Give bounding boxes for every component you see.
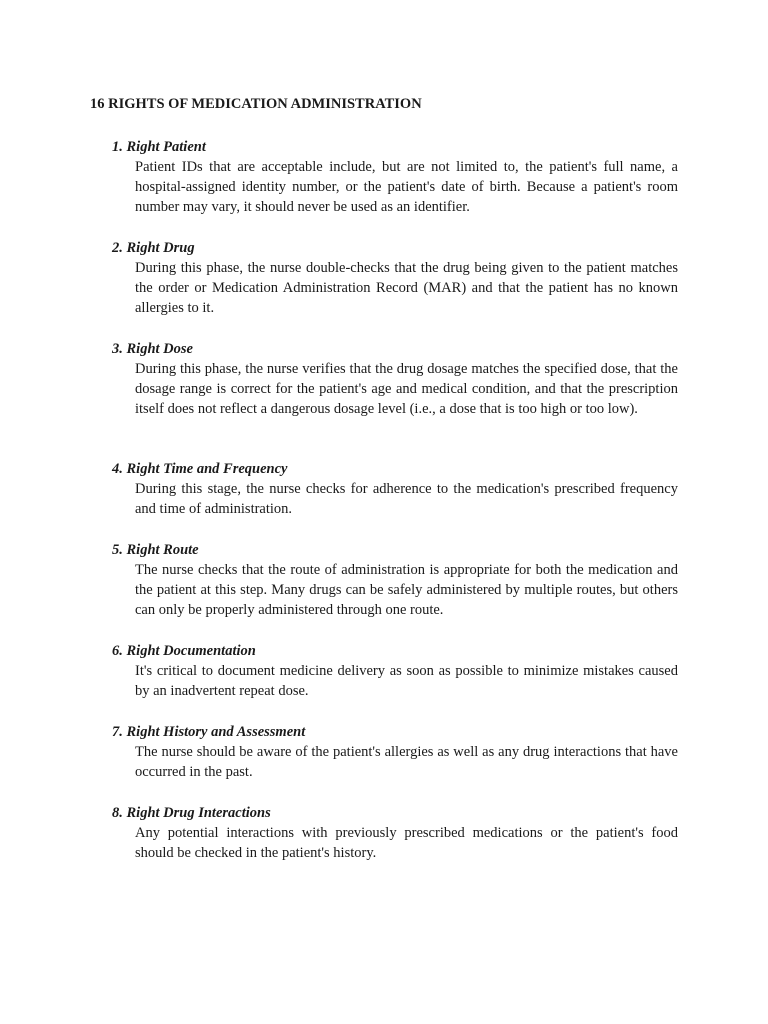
page-title: 16 RIGHTS OF MEDICATION ADMINISTRATION [90,96,422,112]
section-right-route [112,540,678,621]
section-heading: 1. Right Patient [112,139,206,155]
section-right-dose [112,339,678,420]
section-heading: 3. Right Dose [112,341,193,357]
section-body: Patient IDs that are acceptable include, but are not limited to, the patient's full name, a hospital-assigned identity number, or the patient's date of birth. Because a patient's room number may vary, it should never be used as an identifier. [135,159,678,216]
section-heading: 8. Right Drug Interactions [112,805,271,821]
section-right-patient [112,137,678,218]
section-heading: 2. Right Drug [112,240,195,256]
section-body: It's critical to document medicine delivery as soon as possible to minimize mistakes caused by an inadvertent repeat dose. [135,663,678,700]
section-body: During this stage, the nurse checks for adherence to the medication's prescribed frequency and time of administration. [135,481,678,518]
section-body: During this phase, the nurse verifies that the drug dosage matches the specified dose, that the dosage range is correct for the patient's age and medical condition, and that the prescription itself does not reflect a dangerous dosage level (i.e., a dose that is too high or too low). [135,361,678,418]
section-right-drug-interactions [112,803,678,863]
section-right-history-assessment [112,722,678,782]
section-body: The nurse checks that the route of administration is appropriate for both the medication and the patient at this step. Many drugs can be safely administered by multiple routes, but others can only be properly administered through one route. [135,562,678,619]
section-heading: 5. Right Route [112,542,199,558]
section-body: During this phase, the nurse double-checks that the drug being given to the patient matches the order or Medication Administration Record (MAR) and that the patient has no known allergies to it. [135,260,678,317]
section-heading: 4. Right Time and Frequency [112,461,288,477]
section-heading: 6. Right Documentation [112,643,256,659]
section-heading: 7. Right History and Assessment [112,724,306,740]
section-right-documentation [112,641,678,701]
section-body: The nurse should be aware of the patient's allergies as well as any drug interactions that have occurred in the past. [135,744,678,781]
section-right-drug [112,238,678,319]
section-right-time-frequency [112,459,678,519]
section-body: Any potential interactions with previously prescribed medications or the patient's food should be checked in the patient's history. [135,825,678,862]
